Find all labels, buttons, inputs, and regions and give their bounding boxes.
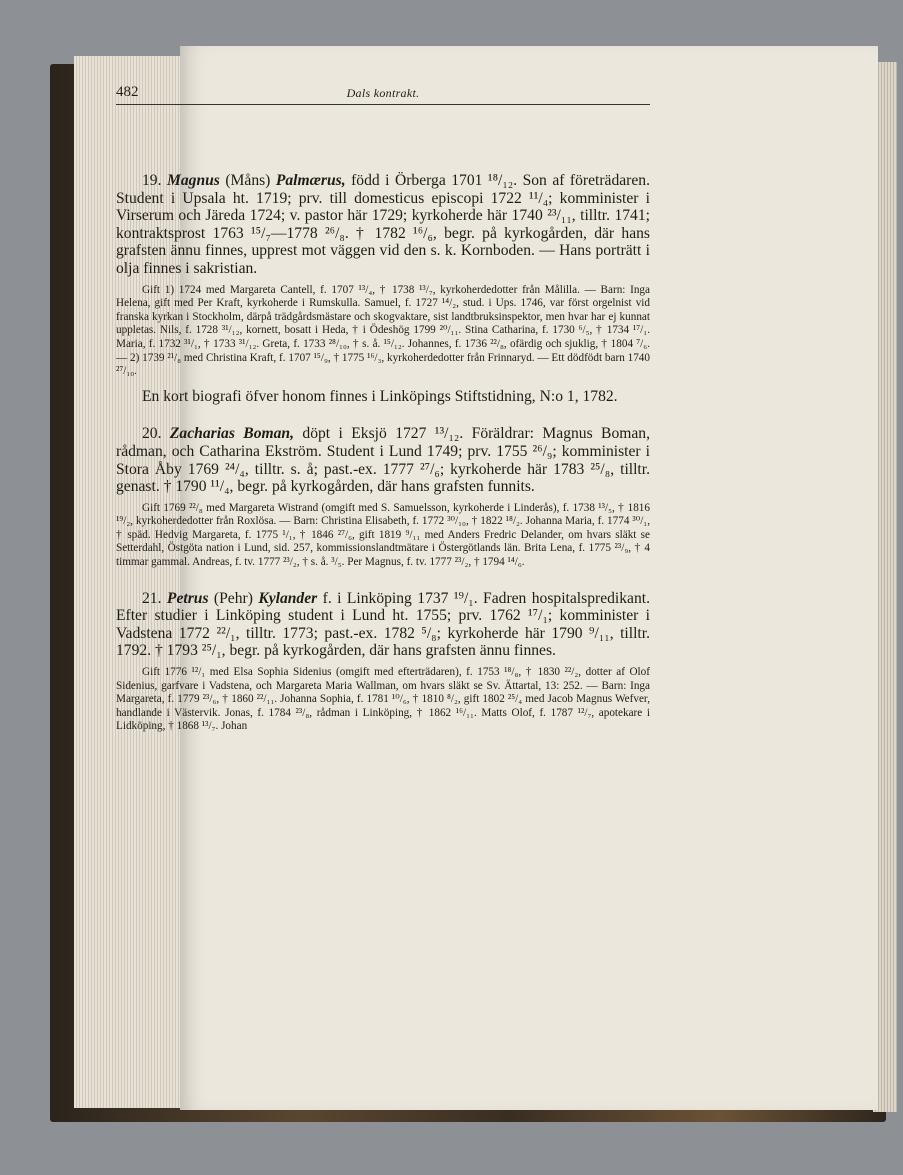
running-head: Dals kontrakt. xyxy=(346,86,420,100)
entry-21 xyxy=(116,590,650,734)
entry-20-main-text: döpt i Eksjö 1727 ¹³/₁₂. Föräldrar: Magnus Boman, rådman, och Catharina Ekström. Student i Lund 1749; prv. 1755 ²⁶/₉; komminister i Stora Åby 1769 ²⁴/₄, tilltr. s. å; past.-ex. 1777 ²⁷/₆; kyrkoherde här 1783 ²⁵/₈, tilltr. genast. † 1790 ¹¹/₄, begr. på kyrkogården, där hans grafsten funnits. xyxy=(116,425,650,496)
entry-20 xyxy=(116,425,650,569)
entry-21-given-name: Petrus xyxy=(166,589,209,607)
entry-21-alt-name: (Pehr) xyxy=(208,589,259,607)
page-header xyxy=(116,84,650,105)
entry-20-family: Gift 1769 ²²/₈ med Margareta Wistrand (omgift med S. Samuelsson, kyrkoherde i Linderås), f. 1738 ¹³/₅, † 1816 ¹⁹/₂, kyrkoherdedotter från Roxlösa. — Barn: Christina Elisabeth, f. 1772 ³⁰/₁₀, † 1822 ¹⁸/₂. Johanna Maria, f. 1774 ³⁰/₁, † späd. Hedvig Margareta, f. 1775 ¹/₁, † 1846 ²⁷/₆, gift 1819 ⁹/₁₁ med Anders Fredric Delander, om hvars släkt se Setterdahl, Östgöta nation i Lund, sid. 257, kommissionslandtmätare i Östergötlands län. Brita Lena, f. 1775 ²³/₉, † 4 timmar gammal. Andreas, f. tv. 1777 ²³/₂, † s. å. ³/₅. Per Magnus, f. tv. 1777 ²³/₂, † 1794 ¹⁴/₆. xyxy=(116,501,650,569)
entry-19-note: En kort biografi öfver honom finnes i Linköpings Stiftstidning, N:o 1, 1782. xyxy=(142,387,618,405)
entry-19-main-text: född i Örberga 1701 ¹⁸/₁₂. Son af företrädaren. Student i Upsala ht. 1719; prv. till domesticus episcopi 1722 ¹¹/₄; komminister i Virserum och Järeda 1724; v. pastor här 1729; kyrkoherde här 1740 ²³/₁₁, tilltr. 1741; kontraktsprost 1763 ¹⁵/₇—1778 ²⁶/₈. † 1782 ¹⁶/₆, begr. på kyrkogården, där hans grafsten ännu finnes, upprest mot väggen vid den s. k. Kornboden. — Hans porträtt i olja finnes i sakristian. xyxy=(116,172,650,277)
page-body xyxy=(116,172,650,734)
entry-20-name: Zacharias Boman, xyxy=(169,425,294,443)
entry-21-surname: Kylander xyxy=(258,589,318,607)
entry-19-given-name: Magnus xyxy=(166,172,220,189)
entry-21-family: Gift 1776 ¹²/₁ med Elsa Sophia Sidenius (omgift med efterträdaren), f. 1753 ¹⁸/₈, † 1830 ²²/₂, dotter af Olof Sidenius, garfvare i Vadstena, och Margareta Maria Wallman, om hvars släkt se Sv. Ättartal, 13: 252. — Barn: Inga Margareta, f. 1779 ²³/₆, † 1860 ²²/₁₁. Johanna Sophia, f. 1781 ¹⁰/₆, † 1810 ⁸/₂, gift 1802 ²⁵/₄ med Jacob Magnus Wefver, handlande i Västervik. Jonas, f. 1784 ²³/₈, rådman i Linköping, † 1862 ¹⁶/₁₁. Matts Olof, f. 1787 ¹²/₇, apotekare i Lidköping, † 1868 ¹³/₇. Johan xyxy=(116,666,650,733)
page-number: 482 xyxy=(116,84,139,100)
entry-21-biography xyxy=(116,590,650,660)
entry-number: 20. xyxy=(142,425,162,443)
entry-19 xyxy=(116,172,650,405)
entry-20-biography xyxy=(116,425,650,495)
entry-19-biography xyxy=(116,172,650,278)
entry-19-surname: Palmærus, xyxy=(275,172,346,189)
entry-number: 19. xyxy=(142,172,162,189)
entry-21-main-text: f. i Linköping 1737 ¹⁹/₁. Fadren hospitalspredikant. Efter studier i Linköping student i Lund ht. 1755; prv. 1762 ¹⁷/₁; komminister i Vadstena 1772 ²²/₁, tilltr. 1773; past.-ex. 1782 ⁵/₈; kyrkoherde här 1790 ⁹/₁₁, tilltr. 1792. † 1793 ²⁵/₁, begr. på kyrkogården, där hans grafsten ännu finnes. xyxy=(116,589,650,660)
entry-19-family: Gift 1) 1724 med Margareta Cantell, f. 1707 ¹³/₄, † 1738 ¹³/₇, kyrkoherdedotter från Målilla. — Barn: Inga Helena, gift med Per Kraft, kyrkoherde i Rumskulla. Samuel, f. 1727 ¹⁴/₂, stud. i Ups. 1746, var först orgelnist vid franska kyrkan i Stockholm, därpå trädgårdsmästare och skogvaktare, sist landtbruksinspektor, men hvar har ej kunnat uppletas. Nils, f. 1728 ³¹/₁₂, kornett, bosatt i Heda, † i Ödeshög 1799 ²⁰/₁₁. Stina Catharina, f. 1730 ⁶/₅, † 1734 ¹⁷/₁. Maria, f. 1732 ³¹/₁, † 1733 ³¹/₁₂. Greta, f. 1733 ²⁸/₁₀, † s. å. ¹⁵/₁₂. Johannes, f. 1736 ²²/₈, ofärdig och sjuklig, † 1804 ⁷/₆. — 2) 1739 ²¹/₈ med Christina Kraft, f. 1707 ¹⁵/₉, † 1775 ¹⁶/₃, kyrkoherdedotter från Frinnaryd. — Ett dödfödt barn 1740 ²⁷/₁₀. xyxy=(116,283,650,378)
entry-number: 21. xyxy=(142,589,162,607)
entry-19-alt-name: (Måns) xyxy=(219,172,276,189)
